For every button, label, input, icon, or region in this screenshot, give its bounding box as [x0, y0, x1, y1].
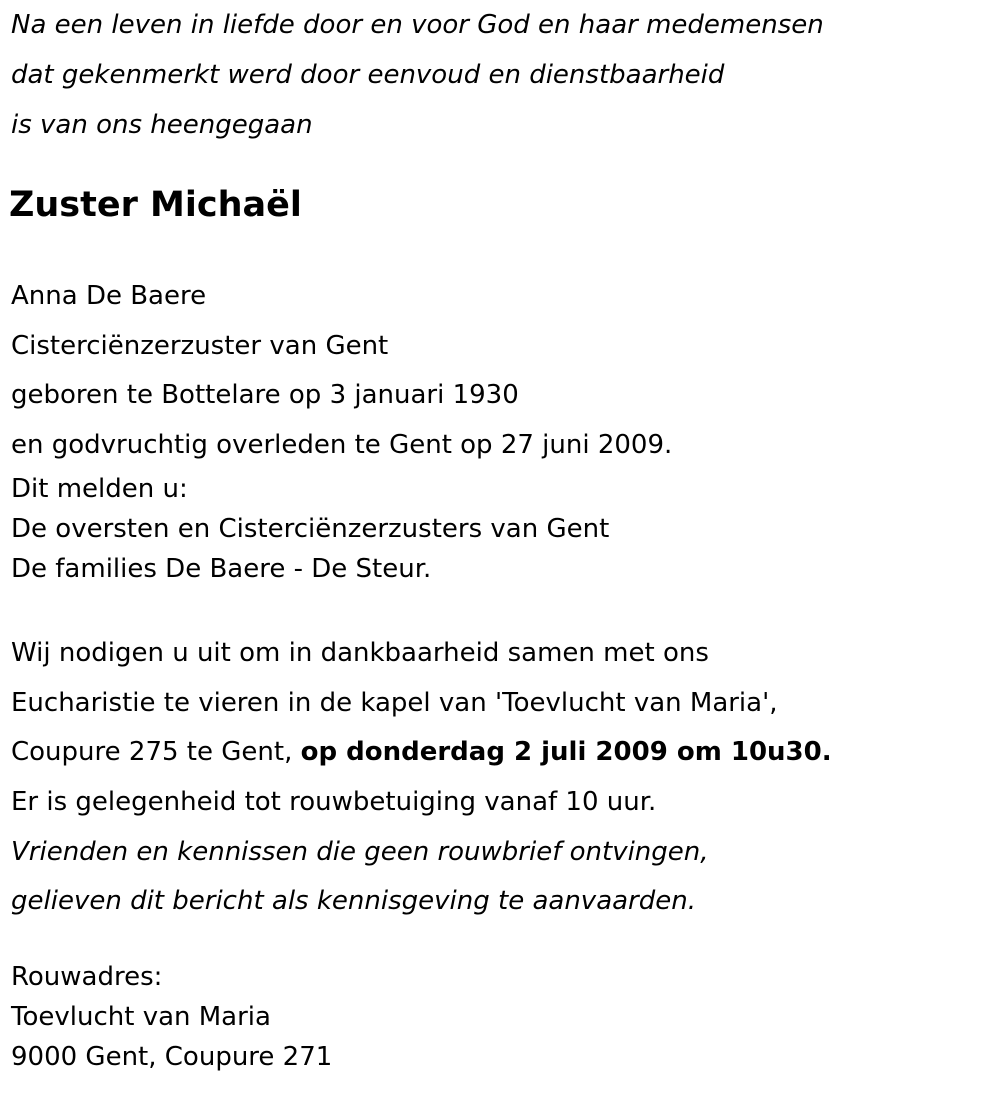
person-details	[11, 271, 991, 469]
signers-intro: Dit melden u:	[11, 474, 188, 504]
notice-line: Vrienden en kennissen die geen rouwbrief ontvingen,	[11, 836, 709, 867]
address-label: Rouwadres:	[11, 962, 163, 993]
intro-text	[11, 0, 991, 150]
intro-line: Na een leven in liefde door en voor God en haar medemensen	[11, 10, 824, 40]
intro-line: is van ons heengegaan	[11, 110, 313, 140]
condolence-info: Er is gelegenheid tot rouwbetuiging vanaf 10 uur.	[11, 787, 657, 818]
death-info: en godvruchtig overleden te Gent op 27 juni 2009.	[11, 429, 673, 460]
invitation-line: Wij nodigen u uit om in dankbaarheid samen met ons	[11, 638, 709, 668]
signer-line: De families De Baere - De Steur.	[11, 554, 432, 584]
birth-info: geboren te Bottelare op 3 januari 1930	[11, 380, 519, 410]
service-datetime: op donderdag 2 juli 2009 om 10u30.	[300, 737, 832, 768]
obituary-notice	[11, 0, 991, 1077]
religious-order: Cisterciënzerzuster van Gent	[11, 330, 389, 361]
signer-line: De oversten en Cisterciënzerzusters van Gent	[11, 514, 610, 544]
invitation-section	[11, 628, 991, 926]
deceased-name: Zuster Michaël	[9, 185, 302, 225]
invitation-line-date	[11, 727, 991, 777]
intro-line: dat gekenmerkt werd door eenvoud en dienstbaarheid	[11, 60, 725, 90]
invitation-line: Eucharistie te vieren in de kapel van 'Toevlucht van Maria',	[11, 687, 778, 718]
location-text: Coupure 275 te Gent,	[11, 737, 301, 768]
signers-section	[11, 469, 991, 589]
address-line: 9000 Gent, Coupure 271	[11, 1042, 333, 1073]
civil-name: Anna De Baere	[11, 281, 207, 311]
address-line: Toevlucht van Maria	[11, 1002, 271, 1033]
mourning-address	[11, 957, 991, 1077]
notice-line: gelieven dit bericht als kennisgeving te aanvaarden.	[11, 886, 696, 917]
